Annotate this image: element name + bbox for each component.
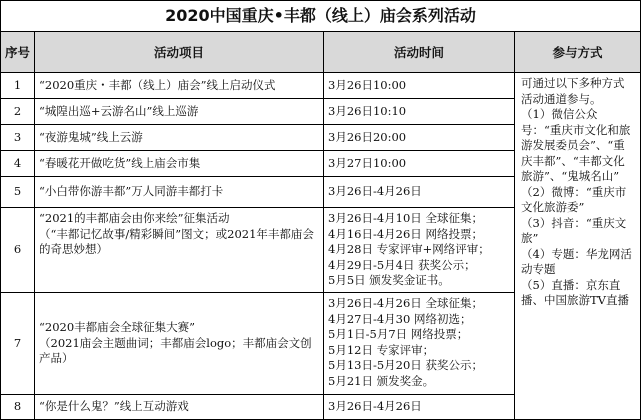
table-row [1,208,514,293]
row-time: 3月26日-4月26日 [328,184,422,199]
row-time: 3月26日-4月10日 全球征集； 4月16日-4月26日 网络投票； 4月28日 专家评审+网络评审； 4月29日-5月4日 获奖公示； 5月5日 颁发奖金证书。 [328,211,490,287]
row-time: 3月26日-4月26日 [328,399,422,414]
table-row [1,151,514,177]
row-time: 3月26日10:10 [328,103,407,118]
table-row [1,99,514,125]
table-row [1,73,514,99]
table-header-row [1,32,640,73]
row-activity: “2021的丰都庙会由你来绘”征集活动 （“丰都记忆故事/精彩瞬间”图文；或2021年丰都庙会的奇思妙想） [35,208,324,292]
row-number: 6 [1,208,35,292]
row-number: 4 [1,151,35,176]
row-activity: “春暖花开做吃货”线上庙会市集 [35,151,324,176]
row-activity: “你是什么鬼？”线上互动游戏 [35,395,324,419]
row-activity: “2020重庆・丰都（线上）庙会”线上启动仪式 [35,73,324,98]
table-title-row [1,1,640,32]
header-method: 参与方式 [515,32,640,72]
header-no: 序号 [1,32,35,72]
header-activity: 活动项目 [35,32,324,72]
row-activity: “小白带你游丰都”万人同游丰都打卡 [35,177,324,207]
row-time: 3月27日10:00 [328,155,407,170]
row-number: 1 [1,73,35,98]
header-time: 活动时间 [324,32,515,72]
row-number: 5 [1,177,35,207]
row-time: 3月26日20:00 [328,129,407,144]
row-activity: “2020丰都庙会全球征集大赛” （2021庙会主题曲词；丰都庙会logo；丰都庙会文创产品） [35,293,324,394]
table-title: 2020中国重庆•丰都（线上）庙会系列活动 [165,6,476,25]
row-activity: “夜游鬼城”线上云游 [35,125,324,150]
table-row [1,293,514,395]
row-number: 2 [1,99,35,124]
table-row [1,125,514,151]
row-time: 3月26日-4月26日 全球征集； 4月27日-4月30 网络初选； 5月1日-5月7日 网络投票； 5月12日 专家评审； 5月13日-5月20日 获奖公示； 5月21日 颁发奖金。 [328,296,483,388]
participation-method: 可通过以下多种方式活动通道参与。 （1）微信公众号：“重庆市文化和旅游发展委员会”、“重庆丰都”、“丰都文化旅游”、“鬼城名山” （2）微博：“重庆市文化旅游委” （3）抖音：“重庆文旅” （4）专题：华龙网活动专题 （5）直播：京东直播、中国旅游TV直播 [514,72,640,419]
row-activity: “城隍出巡+云游名山”线上巡游 [35,99,324,124]
row-number: 7 [1,293,35,394]
table-row [1,395,514,419]
row-number: 8 [1,395,35,419]
table-row [1,177,514,208]
row-number: 3 [1,125,35,150]
row-time: 3月26日10:00 [328,77,407,92]
